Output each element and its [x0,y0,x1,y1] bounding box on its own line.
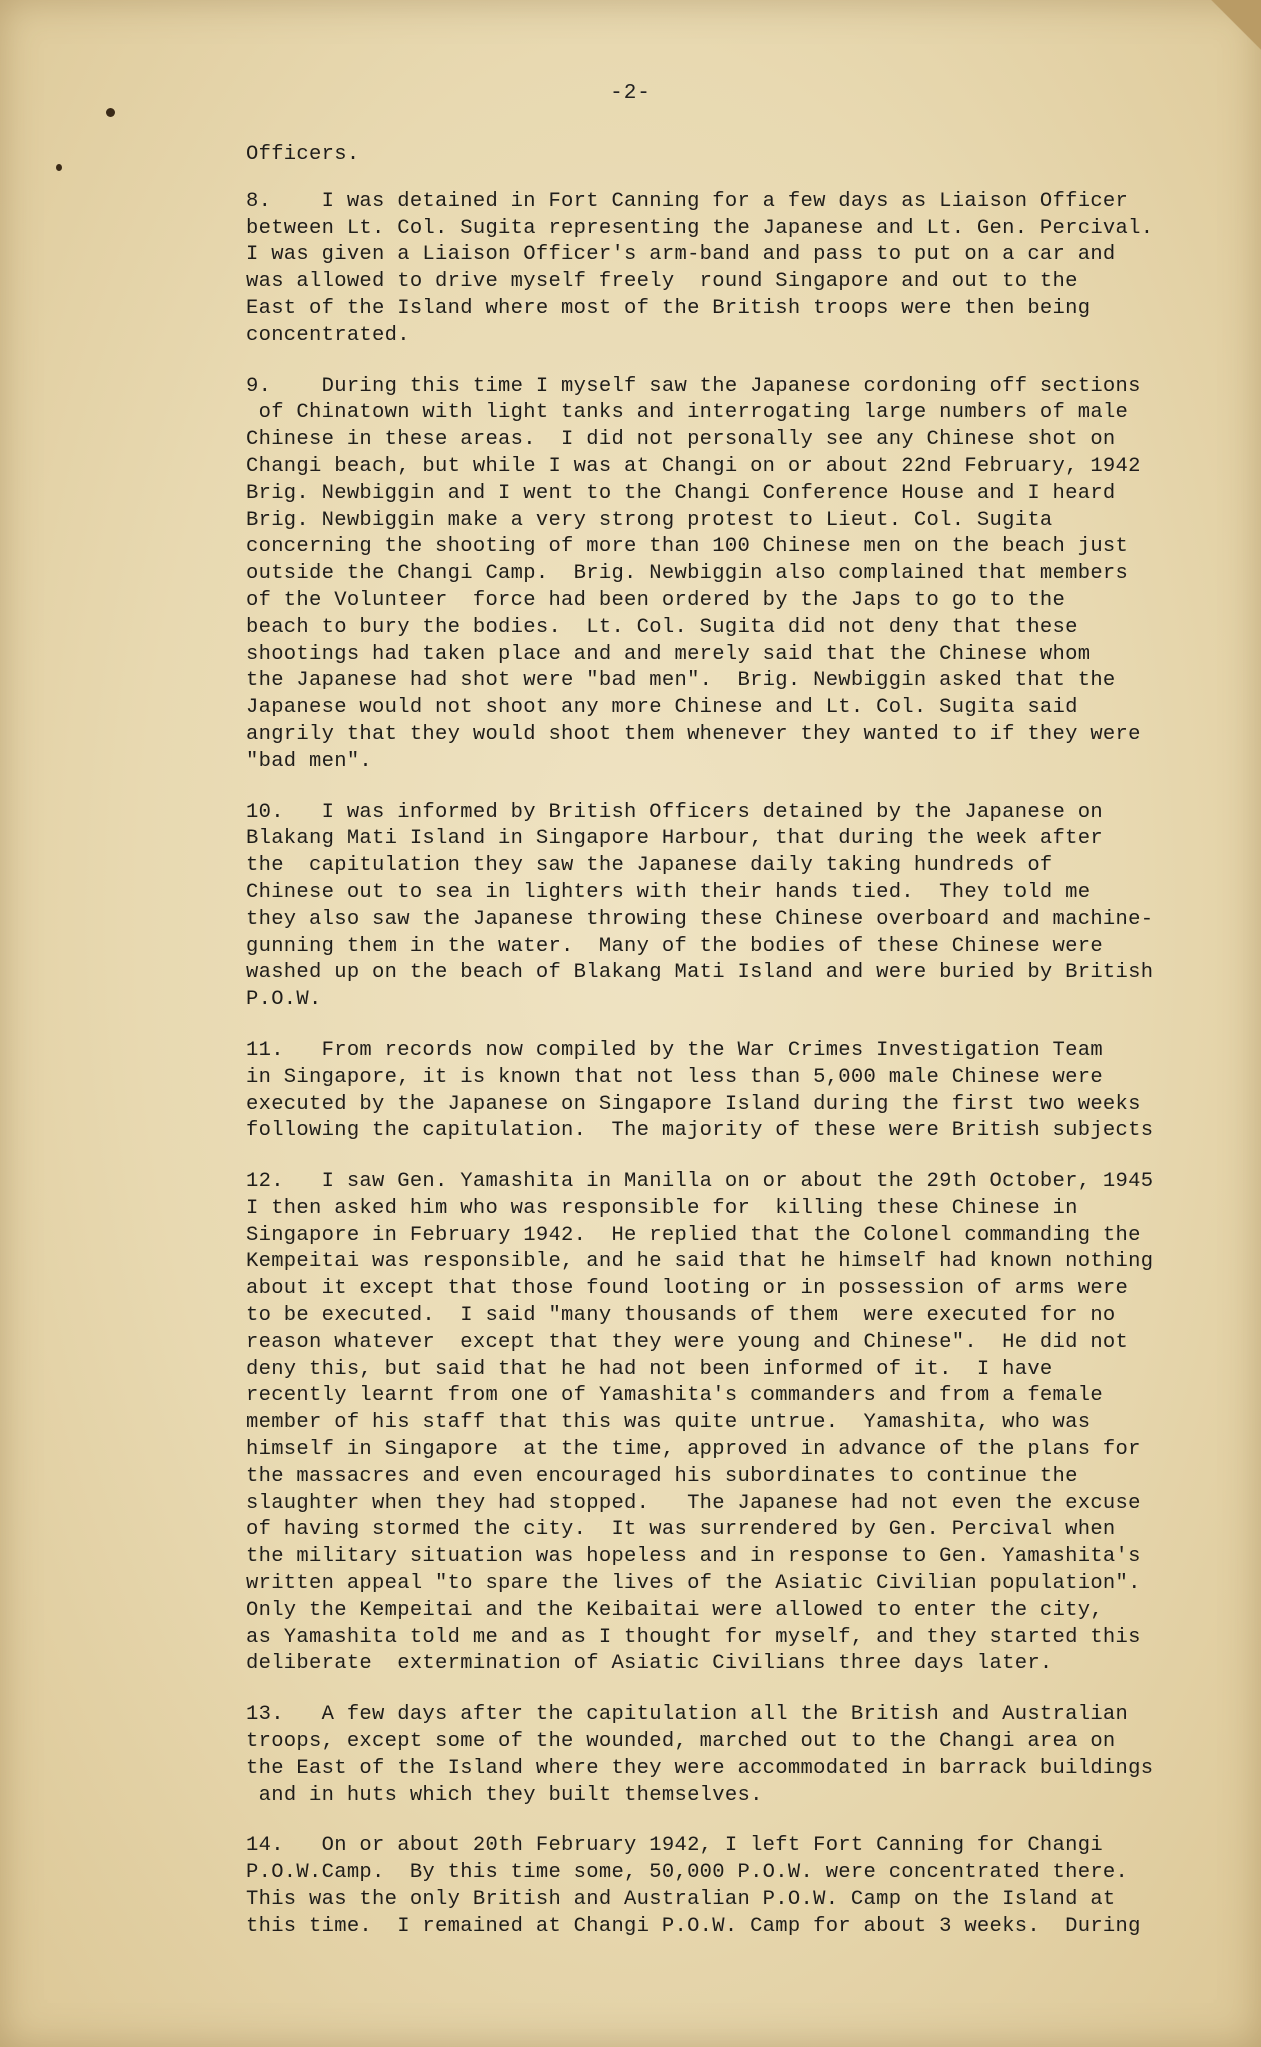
paragraph-9: 9. During this time I myself saw the Japanese cordoning off sections of Chinatown with light tanks and interrogating large numbers of male Chinese in these areas. I did not personally see any Chinese shot on Changi beach, but while I was at Changi on or about 22nd February, 1942 Brig. Newbiggin and I went to the Changi Conference House and I heard Brig. Newbiggin make a very strong protest to Lieut. Col. Sugita concerning the shooting of more than 100 Chinese men on the beach just outside the Changi Camp. Brig. Newbiggin also complained that members of the Volunteer force had been ordered by the Japs to go to the beach to bury the bodies. Lt. Col. Sugita did not deny that these shootings had taken place and and merely said that the Chinese whom the Japanese had shot were "bad men". Brig. Newbiggin asked that the Japanese would not shoot any more Chinese and Lt. Col. Sugita said angrily that they would shoot them whenever they wanted to if they were "bad men". [246,374,1141,773]
punch-hole-mark [106,108,115,117]
paragraph-13: 13. A few days after the capitulation all the British and Australian troops, except some of the wounded, marched out to the Changi area on the East of the Island where they were accommodated in barrack buildings and in huts which they built themselves. [246,1703,1154,1807]
paragraph-14: 14. On or about 20th February 1942, I left Fort Canning for Changi P.O.W.Camp. By this time some, 50,000 P.O.W. were concentrated there. This was the only British and Australian P.O.W. Camp on the Island at this time. I remained at Changi P.O.W. Camp for about 3 weeks. During [246,1834,1141,1938]
ink-speck-mark [56,164,62,171]
continuation-line: Officers. [246,143,360,166]
paragraph-10: 10. I was informed by British Officers detained by the Japanese on Blakang Mati Island in Singapore Harbour, that during the week after the capitulation they saw the Japanese daily taking hundreds of Chinese out to sea in lighters with their hands tied. They told me they also saw the Japanese throwing these Chinese overboard and machine- gunning them in the water. Many of the bodies of these Chinese were washed up on the beach of Blakang Mati Island and were buried by British P.O.W. [246,800,1154,1012]
paragraph-11: 11. From records now compiled by the War Crimes Investigation Team in Singapore, it is known that not less than 5,000 male Chinese were executed by the Japanese on Singapore Island during the first two weeks following the capitulation. The majority of these were British subjects [246,1038,1154,1143]
page-corner [1191,0,1261,70]
document-body [246,142,1206,1965]
paragraph-12: 12. I saw Gen. Yamashita in Manilla on or about the 29th October, 1945 I then asked him who was responsible for killing these Chinese in Singapore in February 1942. He replied that the Colonel commanding the Kempeitai was responsible, and he said that he himself had known nothing about it except that those found looting or in possession of arms were to be executed. I said "many thousands of them were executed for no reason whatever except that they were young and Chinese". He did not deny this, but said that he had not been informed of it. I have recently learnt from one of Yamashita's commanders and from a female member of his staff that this was quite untrue. Yamashita, who was himself in Singapore at the time, approved in advance of the plans for the massacres and even encouraged his subordinates to continue the slaughter when they had stopped. The Japanese had not even the excuse of having stormed the city. It was surrendered by Gen. Percival when the military situation was hopeless and in response to Gen. Yamashita's written appeal "to spare the lives of the Asiatic Civilian population". Only the Kempeitai and the Keibaitai were allowed to enter the city, as Yamashita told me and as I thought for myself, and they started this deliberate extermination of Asiatic Civilians three days later. [246,1170,1154,1676]
page-number: -2- [610,82,651,105]
paragraph-8: 8. I was detained in Fort Canning for a few days as Liaison Officer between Lt. Col. Sugita representing the Japanese and Lt. Gen. Percival. I was given a Liaison Officer's arm-band and pass to put on a car and was allowed to drive myself freely round Singapore and out to the East of the Island where most of the British troops were then being concentrated. [246,189,1154,347]
